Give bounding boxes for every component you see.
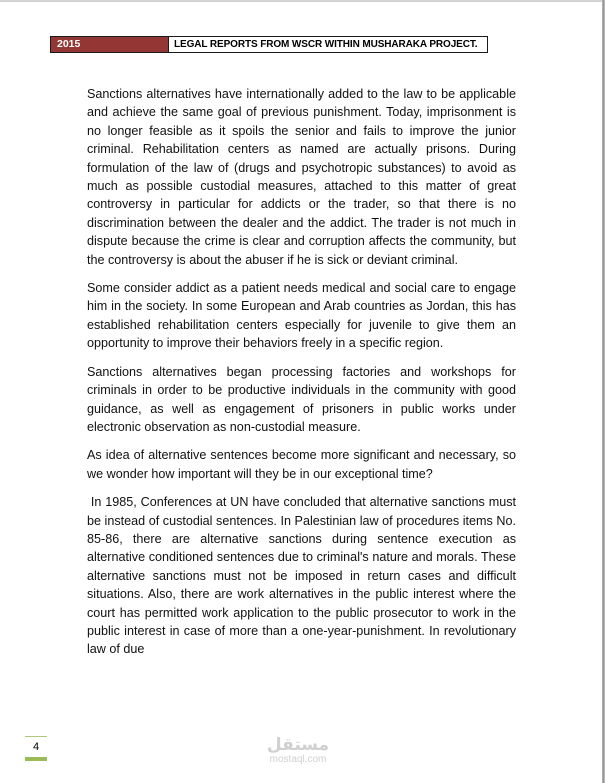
paragraph: Sanctions alternatives began processing factories and workshops for criminals in order to be productive individuals in the community with good guidance, as well as engagement of prisoners in public works under electronic observation as non-custodial measure. <box>87 364 516 434</box>
paragraph: As idea of alternative sentences become more significant and necessary, so we wonder how important will they be in our exceptional time? <box>87 448 516 481</box>
document-header <box>50 36 488 53</box>
paragraph: Sanctions alternatives have internationally added to the law to be applicable and achieve the same goal of previous punishment. Today, imprisonment is no longer feasible as it spoils the senior and fails to improve the junior criminal. Rehabilitation centers as named are actually prisons. During formulation of the law of (drugs and psychotropic substances) to avoid as much as possible custodial measures, attached to this matter of great controversy in particular for addicts or the trader, so that there is no discrimination between the dealer and the addict. The trader is not much in dispute because the crime is clear and corruption affects the community, but the controversy is about the abuser if he is sick or deviant criminal. <box>87 87 516 267</box>
header-title: LEGAL REPORTS FROM WSCR WITHIN MUSHARAKA PROJECT. <box>169 37 487 52</box>
page-number-accent-bar <box>25 757 47 761</box>
watermark-arabic-text: مستقل <box>266 735 330 755</box>
watermark-logo <box>258 736 338 766</box>
page-number: 4 <box>32 741 40 753</box>
paragraph: In 1985, Conferences at UN have concluded that alternative sanctions must be instead of custodial sentences. In Palestinian law of procedures items No. 85-86, there are alternative sanctions during sentence execution as alternative conditioned sentences due to criminal's nature and morals. These alternative sanctions must not be imposed in return cases and difficult situations. Also, there are work alternatives in the public interest where the court has permitted work application to the public prosecutor to work in the public interest in case of more than a one-year-punishment. In revolutionary law of due <box>87 495 520 657</box>
document-body <box>87 85 520 669</box>
watermark-latin-text: mostaql.com <box>269 754 327 765</box>
paragraph: Some consider addict as a patient needs medical and social care to engage him in the society. In some European and Arab countries as Jordan, this has established rehabilitation centers especially for juvenile to give them an opportunity to improve their behaviors freely in a specific region. <box>87 281 516 351</box>
page-top-edge <box>0 0 603 2</box>
page-number-top-rule <box>25 736 47 737</box>
header-year: 2015 <box>51 37 169 52</box>
page-number-block <box>25 736 47 761</box>
